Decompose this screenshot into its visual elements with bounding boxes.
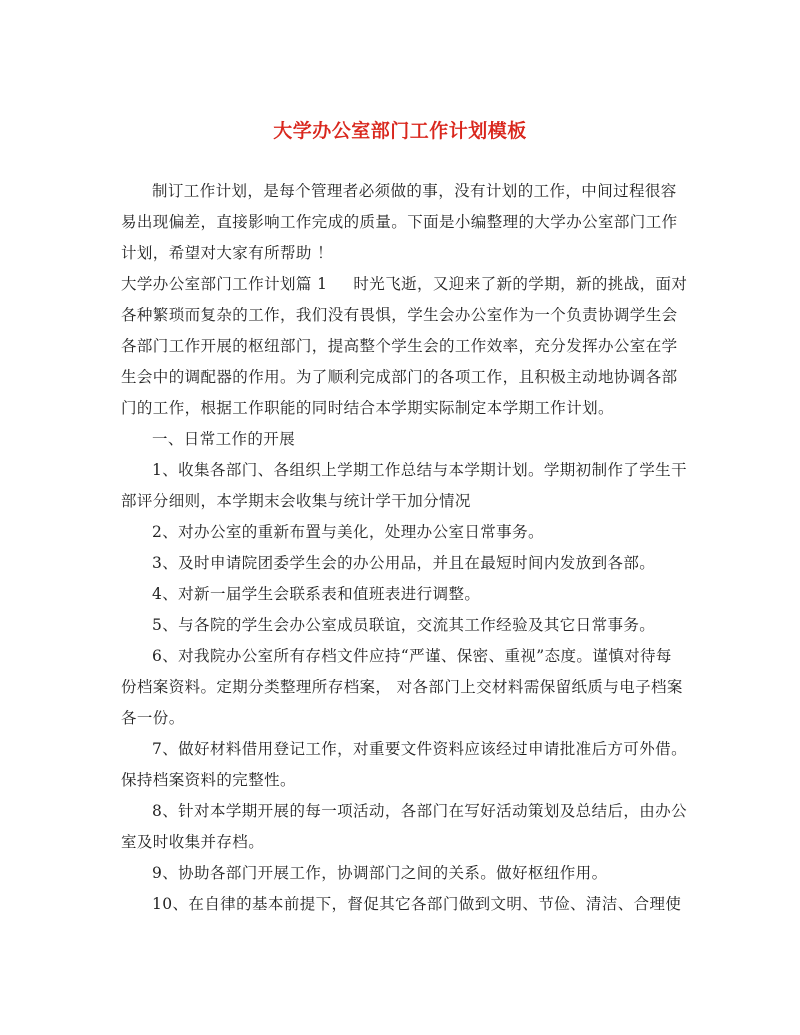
item-8-line-2: 室及时收集并存档。	[121, 833, 265, 851]
item-1-line-1: 1、收集各部门、各组织上学期工作总结与本学期计划。学期初制作了学生干	[152, 461, 687, 479]
intro-line-3: 计划，希望对大家有所帮助 ！	[121, 244, 334, 262]
section-1-line-3: 各部门工作开展的枢纽部门，提高整个学生会的工作效率，充分发挥办公室在学	[121, 337, 678, 355]
item-7-line-1: 7、做好材料借用登记工作，对重要文件资料应该经过申请批准后方可外借。	[152, 740, 687, 758]
section-1-line-2: 各种繁琐而复杂的工作，我们没有畏惧，学生会办公室作为一个负责协调学生会	[121, 306, 678, 324]
item-6-line-2: 份档案资料。定期分类整理所存档案， 对各部门上交材料需保留纸质与电子档案	[121, 678, 683, 696]
item-2: 2、对办公室的重新布置与美化，处理办公室日常事务。	[152, 523, 544, 541]
section-1-heading: 大学办公室部门工作计划篇 1	[121, 275, 328, 293]
document-title: 大学办公室部门工作计划模板	[273, 120, 527, 142]
item-6-line-1: 6、对我院办公室所有存档文件应持“严谨、保密、重视”态度。谨慎对待每	[152, 647, 672, 665]
item-9: 9、协助各部门开展工作，协调部门之间的关系。做好枢纽作用。	[152, 864, 608, 882]
section-1-line-1: 时光飞逝，又迎来了新的学期，新的挑战，面对	[353, 275, 688, 293]
item-6-line-3: 各一份。	[121, 709, 185, 727]
item-8-line-1: 8、针对本学期开展的每一项活动，各部门在写好活动策划及总结后，由办公	[152, 802, 687, 820]
item-5: 5、与各院的学生会办公室成员联谊，交流其工作经验及其它日常事务。	[152, 616, 656, 634]
part-1-heading: 一、日常工作的开展	[152, 430, 296, 448]
section-1-line-4: 生会中的调配器的作用。为了顺利完成部门的各项工作，且积极主动地协调各部	[121, 368, 678, 386]
intro-line-2: 易出现偏差，直接影响工作完成的质量。下面是小编整理的大学办公室部门工作	[121, 213, 678, 231]
item-7-line-2: 保持档案资料的完整性。	[121, 771, 296, 789]
section-1-first-line	[121, 274, 687, 294]
item-10-line-1: 10、在自律的基本前提下，督促其它各部门做到文明、节俭、清洁、合理使	[152, 895, 682, 913]
section-1-line-5: 门的工作，根据工作职能的同时结合本学期实际制定本学期工作计划。	[121, 399, 614, 417]
item-1-line-2: 部评分细则，本学期末会收集与统计学干加分情况	[121, 492, 471, 510]
item-4: 4、对新一届学生会联系表和值班表进行调整。	[152, 585, 481, 603]
intro-line-1: 制订工作计划，是每个管理者必须做的事，没有计划的工作，中间过程很容	[152, 182, 677, 200]
item-3: 3、及时申请院团委学生会的办公用品，并且在最短时间内发放到各部。	[152, 554, 656, 572]
